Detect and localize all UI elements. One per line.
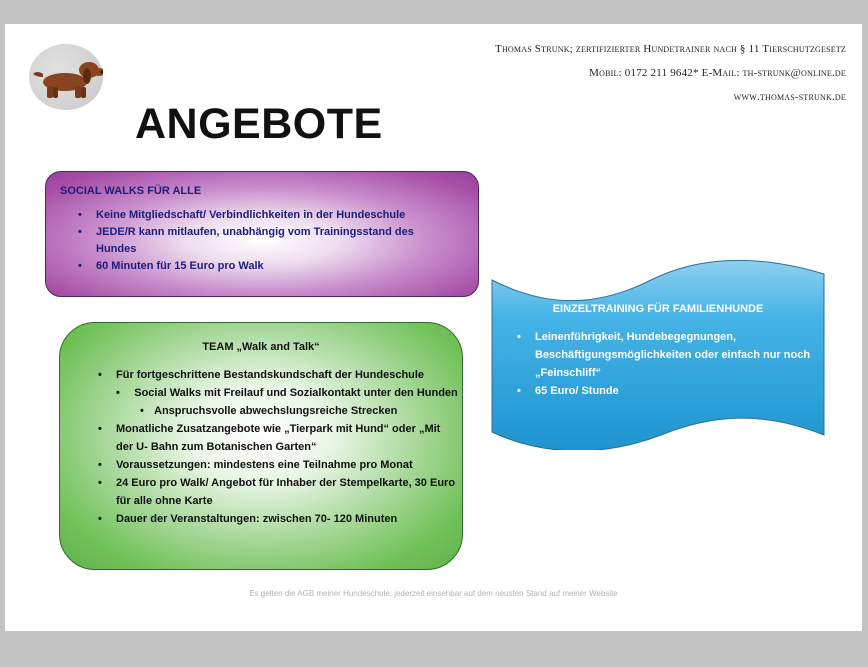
page (5, 24, 862, 631)
einzeltraining-box (491, 260, 825, 450)
header-website-line: www.thomas-strunk.de (733, 91, 846, 103)
list-item: • Social Walks mit Freilauf und Sozialkontakt unter den Hunden (98, 384, 458, 402)
list-item: • 60 Minuten für 15 Euro pro Walk (78, 258, 448, 275)
social-walks-title: SOCIAL WALKS FÜR ALLE (60, 185, 202, 197)
dachshund-icon (29, 44, 103, 110)
footer-note: Es gelten die AGB meiner Hundeschule; jederzeit einsehbar auf dem neusten Stand auf meiner Website (249, 589, 618, 598)
social-walks-list (78, 207, 448, 275)
team-title: TEAM „Walk and Talk“ (202, 341, 320, 353)
header-trainer-line: Thomas Strunk; zertifizierter Hundetrainer nach § 11 Tierschutzgesetz (495, 43, 846, 55)
list-item: • Monatliche Zusatzangebote wie „Tierpark mit Hund“ oder „Mit der U- Bahn zum Botanischen Garten“ (98, 420, 458, 456)
contact-header (495, 37, 846, 109)
list-item: • Dauer der Veranstaltungen: zwischen 70- 120 Minuten (98, 510, 458, 528)
page-title: ANGEBOTE (135, 100, 383, 148)
team-walk-and-talk-box (59, 322, 463, 570)
einzeltraining-list (517, 328, 817, 400)
list-item: • Leinenführigkeit, Hundebegegnungen, Beschäftigungsmöglichkeiten oder einfach nur noch „Feinschliff“ (517, 328, 817, 382)
team-list (98, 366, 458, 528)
list-item: • JEDE/R kann mitlaufen, unabhängig vom Trainingsstand des Hundes (78, 224, 448, 258)
einzeltraining-title: EINZELTRAINING FÜR FAMILIENHUNDE (552, 303, 764, 315)
header-contact-line: Mobil: 0172 211 9642* E-Mail: th-strunk@online.de (589, 67, 846, 79)
social-walks-box (45, 171, 479, 297)
list-item: • 24 Euro pro Walk/ Angebot für Inhaber der Stempelkarte, 30 Euro für alle ohne Karte (98, 474, 458, 510)
list-item: • Voraussetzungen: mindestens eine Teilnahme pro Monat (98, 456, 458, 474)
list-item: • Anspruchsvolle abwechslungsreiche Strecken (98, 402, 458, 420)
list-item: • 65 Euro/ Stunde (517, 382, 817, 400)
list-item: • Keine Mitgliedschaft/ Verbindlichkeiten in der Hundeschule (78, 207, 448, 224)
logo (29, 44, 103, 110)
list-item: • Für fortgeschrittene Bestandskundschaft der Hundeschule (98, 366, 458, 384)
